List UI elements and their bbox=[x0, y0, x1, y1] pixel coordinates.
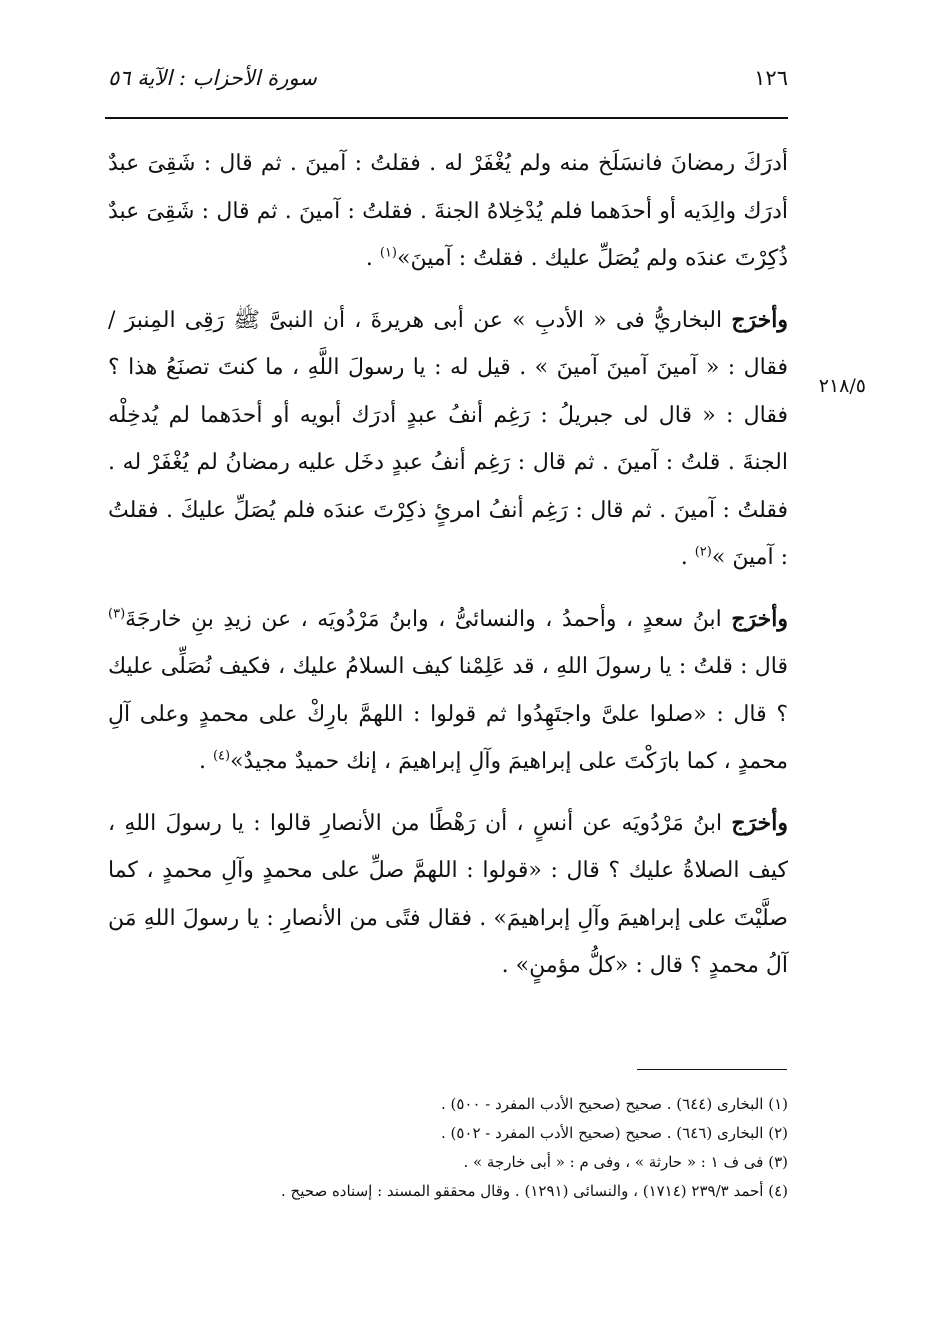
paragraph-tail: . bbox=[365, 246, 380, 271]
paragraph-text: ابنُ سعدٍ ، وأحمدُ ، والنسائىُّ ، وابنُ مَرْدُويَه ، عن زيدِ بنِ خارجَةَ bbox=[125, 606, 732, 632]
footnotes bbox=[108, 1090, 788, 1206]
page-number: ١٢٦ bbox=[754, 66, 788, 90]
footnote-ref-2: (٢) bbox=[694, 544, 712, 560]
paragraph-tail: . bbox=[680, 545, 695, 570]
paragraph-lead: وأخرَج bbox=[731, 809, 788, 836]
footnote-3: (٣) فى ف ١ : « حارثة » ، وفى م : « أبى خارجة » . bbox=[463, 1153, 788, 1171]
body-text bbox=[108, 140, 788, 1004]
footnote-1: (١) البخارى (٦٤٤) . صحيح (صحيح الأدب المفرد - ٥٠٠) . bbox=[440, 1095, 788, 1113]
footnote-ref-1: (١) bbox=[379, 245, 397, 261]
footnote-2: (٢) البخارى (٦٤٦) . صحيح (صحيح الأدب المفرد - ٥٠٢) . bbox=[440, 1124, 788, 1142]
running-header bbox=[108, 66, 788, 100]
paragraph-text: أدرَكَ رمضانَ فانسَلَخ منه ولم يُغْفَرْ له . فقلتُ : آمينَ . ثم قال : شَقِىَ عبدٌ أدرَك والِدَيه أو أحدَهما فلم يُدْخِلاهُ الجنةَ . فقلتُ : آمينَ . ثم قال : شَقِىَ عبدٌ ذُكِرْتَ عندَه ولم يُصَلِّ عليك . فقلتُ : آمينَ» bbox=[108, 151, 788, 271]
surah-title: سورة الأحزاب : الآية ٥٦ bbox=[108, 66, 317, 90]
paragraph-text: ابنُ مَرْدُويَه عن أنسٍ ، أن رَهْطًا من الأنصارِ قالوا : يا رسولَ اللهِ ، كيف الصلاةُ عليك ؟ قال : «قولوا : اللهمَّ صلِّ على محمدٍ وآلِ محمدٍ ، كما صلَّيْتَ على إبراهيمَ وآلِ إبراهيمَ» . فقال فتًى من الأنصارِ : يا رسولَ اللهِ مَن آلُ محمدٍ ؟ قال : «كلُّ مؤمنٍ» . bbox=[108, 810, 788, 978]
footnote-ref-4: (٤) bbox=[212, 748, 231, 764]
header-rule bbox=[105, 117, 788, 119]
paragraph-1 bbox=[108, 140, 788, 283]
paragraph-tail: . bbox=[198, 749, 213, 774]
footnote-ref-3: (٣) bbox=[108, 606, 126, 622]
footnote-4: (٤) أحمد ٢٣٩/٣ (١٧١٤) ، والنسائى (١٢٩١) . وقال محققو المسند : إسناده صحيح . bbox=[281, 1182, 788, 1200]
paragraph-text: البخاريُّ فى « الأدبِ » عن أبى هريرةَ ، أن النبىَّ ﷺ رَقِى المِنبرَ /فقال : « آمينَ آمينَ آمينَ » . قيل له : يا رسولَ اللَّهِ ، ما كنتَ تصنَعُ هذا ؟ فقال : « قال لى جبريلُ : رَغِم أنفُ عبدٍ أدرَك أبويه أو أحدَهما لم يُدخِلْه الجنةَ . قلتُ : آمينَ . ثم قال : رَغِم أنفُ عبدٍ دخَل عليه رمضانُ لم يُغْفَرْ له . فقلتُ : آمينَ . ثم قال : رَغِم أنفُ امرئٍ ذكِرْتَ عندَه فلم يُصَلِّ عليكَ . فقلتُ : آمينَ » bbox=[108, 307, 788, 570]
paragraph-4 bbox=[108, 800, 788, 990]
paragraph-3 bbox=[108, 596, 788, 786]
footnote-rule bbox=[637, 1069, 787, 1070]
margin-reference: ٢١٨/٥ bbox=[818, 375, 866, 397]
paragraph-lead: وأخرَج bbox=[731, 306, 788, 333]
paragraph-text-continued: قال : قلتُ : يا رسولَ اللهِ ، قد عَلِمْنا كيف السلامُ عليك ، فكيف نُصَلِّى عليك ؟ قال : «صلوا علىَّ واجتَهِدُوا ثم قولوا : اللهمَّ بارِكْ على محمدٍ وعلى آلِ محمدٍ ، كما بارَكْتَ على إبراهيمَ وآلِ إبراهيمَ ، إنك حميدٌ مجيدٌ» bbox=[108, 654, 788, 774]
paragraph-lead: وأخرَج bbox=[731, 605, 788, 632]
paragraph-2 bbox=[108, 297, 788, 582]
